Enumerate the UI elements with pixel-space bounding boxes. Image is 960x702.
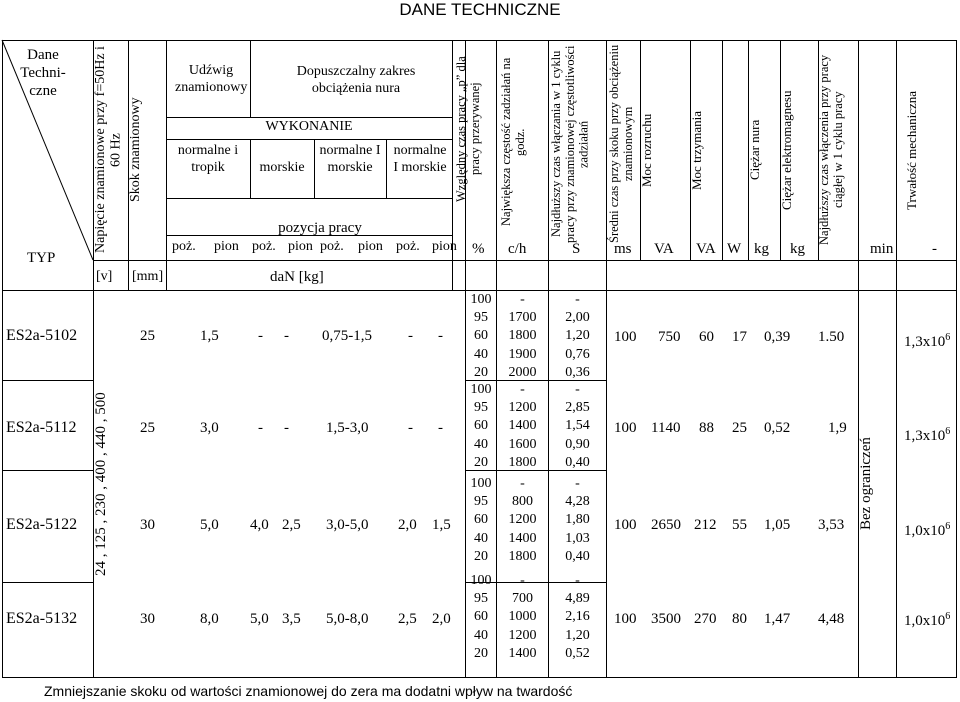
unit-min: min	[870, 241, 894, 257]
row-5112-moc-trz: 88	[699, 420, 714, 436]
header-moc-trzymania: Moc trzymania	[689, 110, 704, 190]
row-5132-czas: 4,48	[818, 611, 845, 627]
header-sredni: Średni czas przy skoku przy obciążeniu znamionowym	[607, 44, 635, 244]
row-5102-dop-mor-poz: -	[408, 328, 413, 344]
row-5132-moc-trz: 270	[694, 611, 717, 627]
row-5132-p: 100 95 60 40 20	[470, 573, 492, 661]
row-5112-udz-mor: -	[258, 420, 263, 436]
row-5122-czas: 3,53	[818, 517, 845, 533]
row-5102-s: - 2,00 1,20 0,76 0,36	[565, 292, 590, 380]
row-5102-typ: ES2a-5102	[6, 327, 78, 344]
row-5112-trwalosc: $1,3x10^6$	[904, 426, 951, 444]
header-ciezar-elektromagnesu: Ciężar elektromagnesu	[779, 90, 794, 210]
row-5132-ch: - 700 1000 1200 1400	[508, 573, 537, 661]
row-5102-trwalosc: $1,3x10^6$	[904, 332, 951, 350]
row-5112-typ: ES2a-5112	[6, 419, 77, 436]
row-5112-czas: 1,9	[828, 420, 847, 436]
pos-pion-1: pion	[214, 239, 239, 254]
unit-mm: [mm]	[132, 269, 164, 284]
row-5122-p: 100 95 60 40 20	[470, 476, 492, 564]
pos-pion-3: pion	[358, 239, 383, 254]
pos-poz-1: poż.	[172, 239, 196, 254]
header-morskie: morskie	[259, 160, 305, 175]
row-5122-ciezar-el: 1,05	[764, 517, 791, 533]
row-5122-typ: ES2a-5122	[6, 516, 78, 533]
row-5112-ciezar-el: 0,52	[764, 420, 791, 436]
row-5102-ch: - 1700 1800 1900 2000	[508, 292, 537, 380]
row-5122-udz-mor: 4,0	[250, 517, 269, 533]
row-5132-s: - 4,89 2,16 1,20 0,52	[565, 573, 590, 661]
header-dopuszczalny: Dopuszczalny zakres obciążenia nura	[296, 64, 416, 96]
row-5112-s: - 2,85 1,54 0,90 0,40	[565, 382, 590, 470]
page-title: DANE TECHNICZNE	[399, 0, 561, 19]
header-wykonanie: WYKONANIE	[265, 119, 353, 134]
unit-ms: ms	[614, 241, 632, 257]
pos-poz-2: poż.	[252, 239, 276, 254]
row-5132-dop-norm: 5,0-8,0	[326, 611, 369, 627]
header-normalne-morskie-2: normalne I morskie	[393, 143, 447, 175]
row-5102-czas: 1.50	[818, 329, 845, 345]
unit-v: [v]	[96, 269, 113, 284]
row-5122-ch: - 800 1200 1400 1800	[508, 476, 537, 564]
row-5102-skok: 25	[140, 328, 155, 344]
row-5102-moc-trz: 60	[699, 329, 714, 345]
row-5122-moc-trz: 212	[694, 517, 717, 533]
header-napiecie: Napięcie znamionowe przy f=50Hz i 60 Hz	[93, 46, 124, 254]
row-5132-udz-mor: 5,0	[250, 611, 269, 627]
row-5122-dop-mor: 1,5	[432, 517, 451, 533]
header-skok: Skok znamionowy	[128, 97, 143, 203]
pos-poz-4: poż.	[396, 239, 420, 254]
unit-va-1: VA	[654, 241, 674, 257]
voltage-values: 24 , 125 , 230 , 400 , 440 , 500	[93, 392, 109, 576]
row-5102-udz-mor: -	[258, 328, 263, 344]
row-5122-dop-norm: 3,0-5,0	[326, 517, 369, 533]
row-5122-ms: 100	[614, 517, 637, 533]
row-5102-moc-roz: 750	[658, 329, 681, 345]
header-normalne-tropik: normalne i tropik	[177, 143, 239, 175]
row-5112-dop-norm: 1,5-3,0	[326, 420, 369, 436]
row-5132-moc-roz: 3500	[651, 611, 681, 627]
row-5132-trwalosc: $1,0x10^6$	[904, 611, 951, 629]
row-5112-dop-mor-poz: -	[408, 420, 413, 436]
unit-va-2: VA	[696, 241, 716, 257]
row-5112-udz-norm: 3,0	[200, 420, 219, 436]
row-5132-dop-norm-poz: 3,5	[282, 611, 301, 627]
row-5102-dop-norm-poz: -	[284, 328, 289, 344]
row-5112-ms: 100	[614, 420, 637, 436]
row-5132-skok: 30	[140, 611, 155, 627]
row-5122-s: - 4,28 1,80 1,03 0,40	[565, 476, 590, 564]
row-5102-dop-mor: -	[438, 328, 443, 344]
row-5102-udz-norm: 1,5	[200, 328, 219, 344]
pos-pion-4: pion	[432, 239, 457, 254]
row-5112-ciezar-nura: 25	[732, 420, 747, 436]
row-5122-moc-roz: 2650	[651, 517, 681, 533]
footnote: Zmniejszanie skoku od wartości znamionowej do zera ma dodatni wpływ na twardość	[44, 683, 573, 699]
unit-kg-2: kg	[790, 241, 805, 257]
row-5122-dop-mor-poz: 2,0	[398, 517, 417, 533]
unit-kg-1: kg	[754, 241, 769, 257]
header-wzgledny: Względny czas pracy „p” dla pracy przerywanej	[454, 56, 482, 202]
row-5122-ciezar-nura: 55	[732, 517, 747, 533]
row-5112-skok: 25	[140, 420, 155, 436]
row-5132-ciezar-el: 1,47	[764, 611, 791, 627]
row-5122-skok: 30	[140, 517, 155, 533]
pos-poz-3: poż.	[320, 239, 344, 254]
header-pozycja-pracy: pozycja pracy	[278, 220, 362, 236]
row-5102-ciezar-el: 0,39	[764, 329, 791, 345]
row-5102-ms: 100	[614, 329, 637, 345]
header-najdluzszy-ciaglej: Najdłuższy czas włączenia przy pracy ciągłej w 1 cyklu pracy	[817, 54, 845, 246]
row-5102-p: 100 95 60 40 20	[470, 292, 492, 380]
row-5132-ciezar-nura: 80	[732, 611, 747, 627]
row-5122-dop-norm-poz: 2,5	[282, 517, 301, 533]
bez-ograniczen: Bez ograniczeń	[858, 437, 874, 531]
row-5132-dop-mor-poz: 2,5	[398, 611, 417, 627]
row-5112-dop-mor: -	[438, 420, 443, 436]
row-5102-dop-norm: 0,75-1,5	[322, 328, 372, 344]
unit-ch: c/h	[508, 241, 527, 257]
header-normalne-morskie-1: normalne I morskie	[319, 143, 381, 175]
header-dane-techniczne: Dane Techni-czne	[20, 47, 66, 99]
header-trwalosc: Trwałość mechaniczna	[904, 90, 919, 210]
header-najdluzszy-wlaczania: Najdłuższy czas włączania w 1 cyklu pracy przy znamionowej częstotliwości zadziałań	[549, 45, 591, 243]
row-5112-dop-norm-poz: -	[284, 420, 289, 436]
row-5122-trwalosc: $1,0x10^6$	[904, 521, 951, 539]
row-5122-udz-norm: 5,0	[200, 517, 219, 533]
row-5102-ciezar-nura: 17	[732, 329, 747, 345]
row-5112-p: 100 95 60 40 20	[470, 382, 492, 470]
header-udzwig: Udźwig znamionowy	[175, 63, 248, 95]
pos-pion-2: pion	[288, 239, 313, 254]
unit-w: W	[727, 241, 742, 257]
header-ciezar-nura: Ciężar nura	[747, 119, 762, 181]
row-5132-ms: 100	[614, 611, 637, 627]
row-5132-udz-norm: 8,0	[200, 611, 219, 627]
row-5132-dop-mor: 2,0	[432, 611, 451, 627]
row-5132-typ: ES2a-5132	[6, 610, 78, 627]
row-5112-moc-roz: 1140	[651, 420, 681, 436]
header-moc-rozruchu: Moc rozruchu	[639, 113, 654, 187]
header-typ: TYP	[27, 250, 56, 266]
unit-dan: daN [kg]	[270, 269, 324, 285]
row-5112-ch: - 1200 1400 1600 1800	[508, 382, 537, 470]
header-najwieksza: Największa częstość zadziałań na godz.	[499, 57, 527, 227]
unit-pct: %	[472, 241, 485, 257]
unit-dash: -	[932, 241, 937, 257]
unit-s: S	[572, 241, 581, 257]
